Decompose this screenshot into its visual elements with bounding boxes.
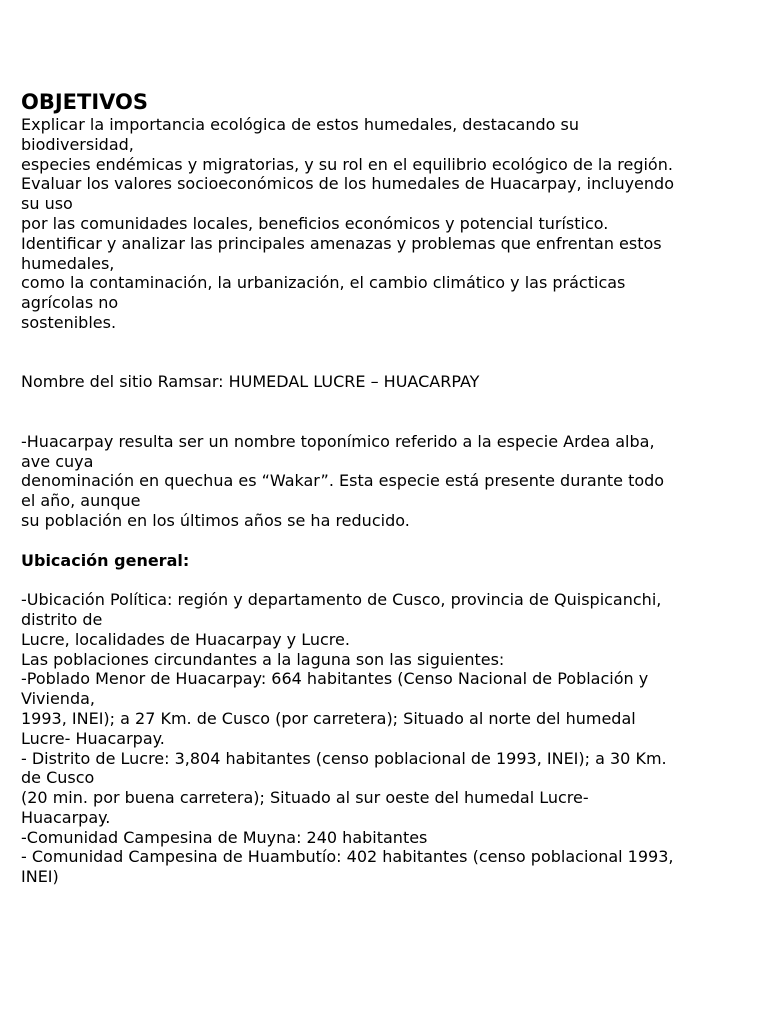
text-line: Explicar la importancia ecológica de estos humedales, destacando su (21, 115, 579, 134)
spacer (21, 392, 761, 412)
location-paragraph (21, 590, 761, 887)
text-line: Identificar y analizar las principales amenazas y problemas que enfrentan estos (21, 233, 662, 253)
text-line: sostenibles. (21, 312, 117, 332)
spacer (21, 412, 761, 432)
text-line: (20 min. por buena carretera); Situado al sur oeste del humedal Lucre- (21, 788, 589, 808)
text-line: -Poblado Menor de Huacarpay: 664 habitantes (Censo Nacional de Población y (21, 669, 649, 689)
text-line: distrito de (21, 609, 103, 629)
text-line: agrícolas no (21, 293, 119, 313)
spacer (21, 333, 761, 353)
text-line: su uso (21, 194, 73, 214)
text-line: Evaluar los valores socioeconómicos de los humedales de Huacarpay, incluyendo (21, 174, 674, 194)
document-page (21, 88, 761, 887)
objectives-paragraph (21, 115, 761, 333)
text-line: especies endémicas y migratorias, y su rol en el equilibrio ecológico de la región. (21, 154, 673, 174)
text-line: biodiversidad, (21, 134, 134, 154)
text-line: el año, aunque (21, 491, 141, 511)
spacer (21, 531, 761, 551)
text-line: de Cusco (21, 768, 95, 788)
text-line: como la contaminación, la urbanización, el cambio climático y las prácticas (21, 273, 626, 293)
text-line: ave cuya (21, 451, 94, 471)
toponym-paragraph (21, 432, 761, 531)
text-line: Vivienda, (21, 689, 95, 709)
text-line: - Comunidad Campesina de Huambutío: 402 habitantes (censo poblacional 1993, (21, 847, 674, 867)
location-heading: Ubicación general: (21, 550, 190, 570)
text-line: - Distrito de Lucre: 3,804 habitantes (censo poblacional de 1993, INEI); a 30 Km. (21, 748, 667, 768)
text-line: Las poblaciones circundantes a la laguna son las siguientes: (21, 649, 505, 669)
spacer (21, 353, 761, 373)
text-line: denominación en quechua es “Wakar”. Esta especie está presente durante todo (21, 471, 665, 491)
text-line: -Ubicación Política: región y departamento de Cusco, provincia de Quispicanchi, (21, 590, 662, 610)
text-line: su población en los últimos años se ha reducido. (21, 510, 410, 530)
text-line: por las comunidades locales, beneficios económicos y potencial turístico. (21, 213, 609, 233)
document-title: OBJETIVOS (21, 90, 149, 114)
text-line: 1993, INEI); a 27 Km. de Cusco (por carretera); Situado al norte del humedal (21, 708, 636, 728)
ramsar-site-name: Nombre del sitio Ramsar: HUMEDAL LUCRE – HUACARPAY (21, 372, 480, 392)
spacer (21, 570, 761, 590)
text-line: Lucre- Huacarpay. (21, 728, 165, 748)
text-line: -Comunidad Campesina de Muyna: 240 habitantes (21, 827, 428, 847)
text-line: -Huacarpay resulta ser un nombre toponímico referido a la especie Ardea alba, (21, 431, 655, 451)
text-line: Huacarpay. (21, 807, 111, 827)
text-line: INEI) (21, 867, 59, 887)
text-line: humedales, (21, 253, 115, 273)
text-line: Lucre, localidades de Huacarpay y Lucre. (21, 629, 350, 649)
